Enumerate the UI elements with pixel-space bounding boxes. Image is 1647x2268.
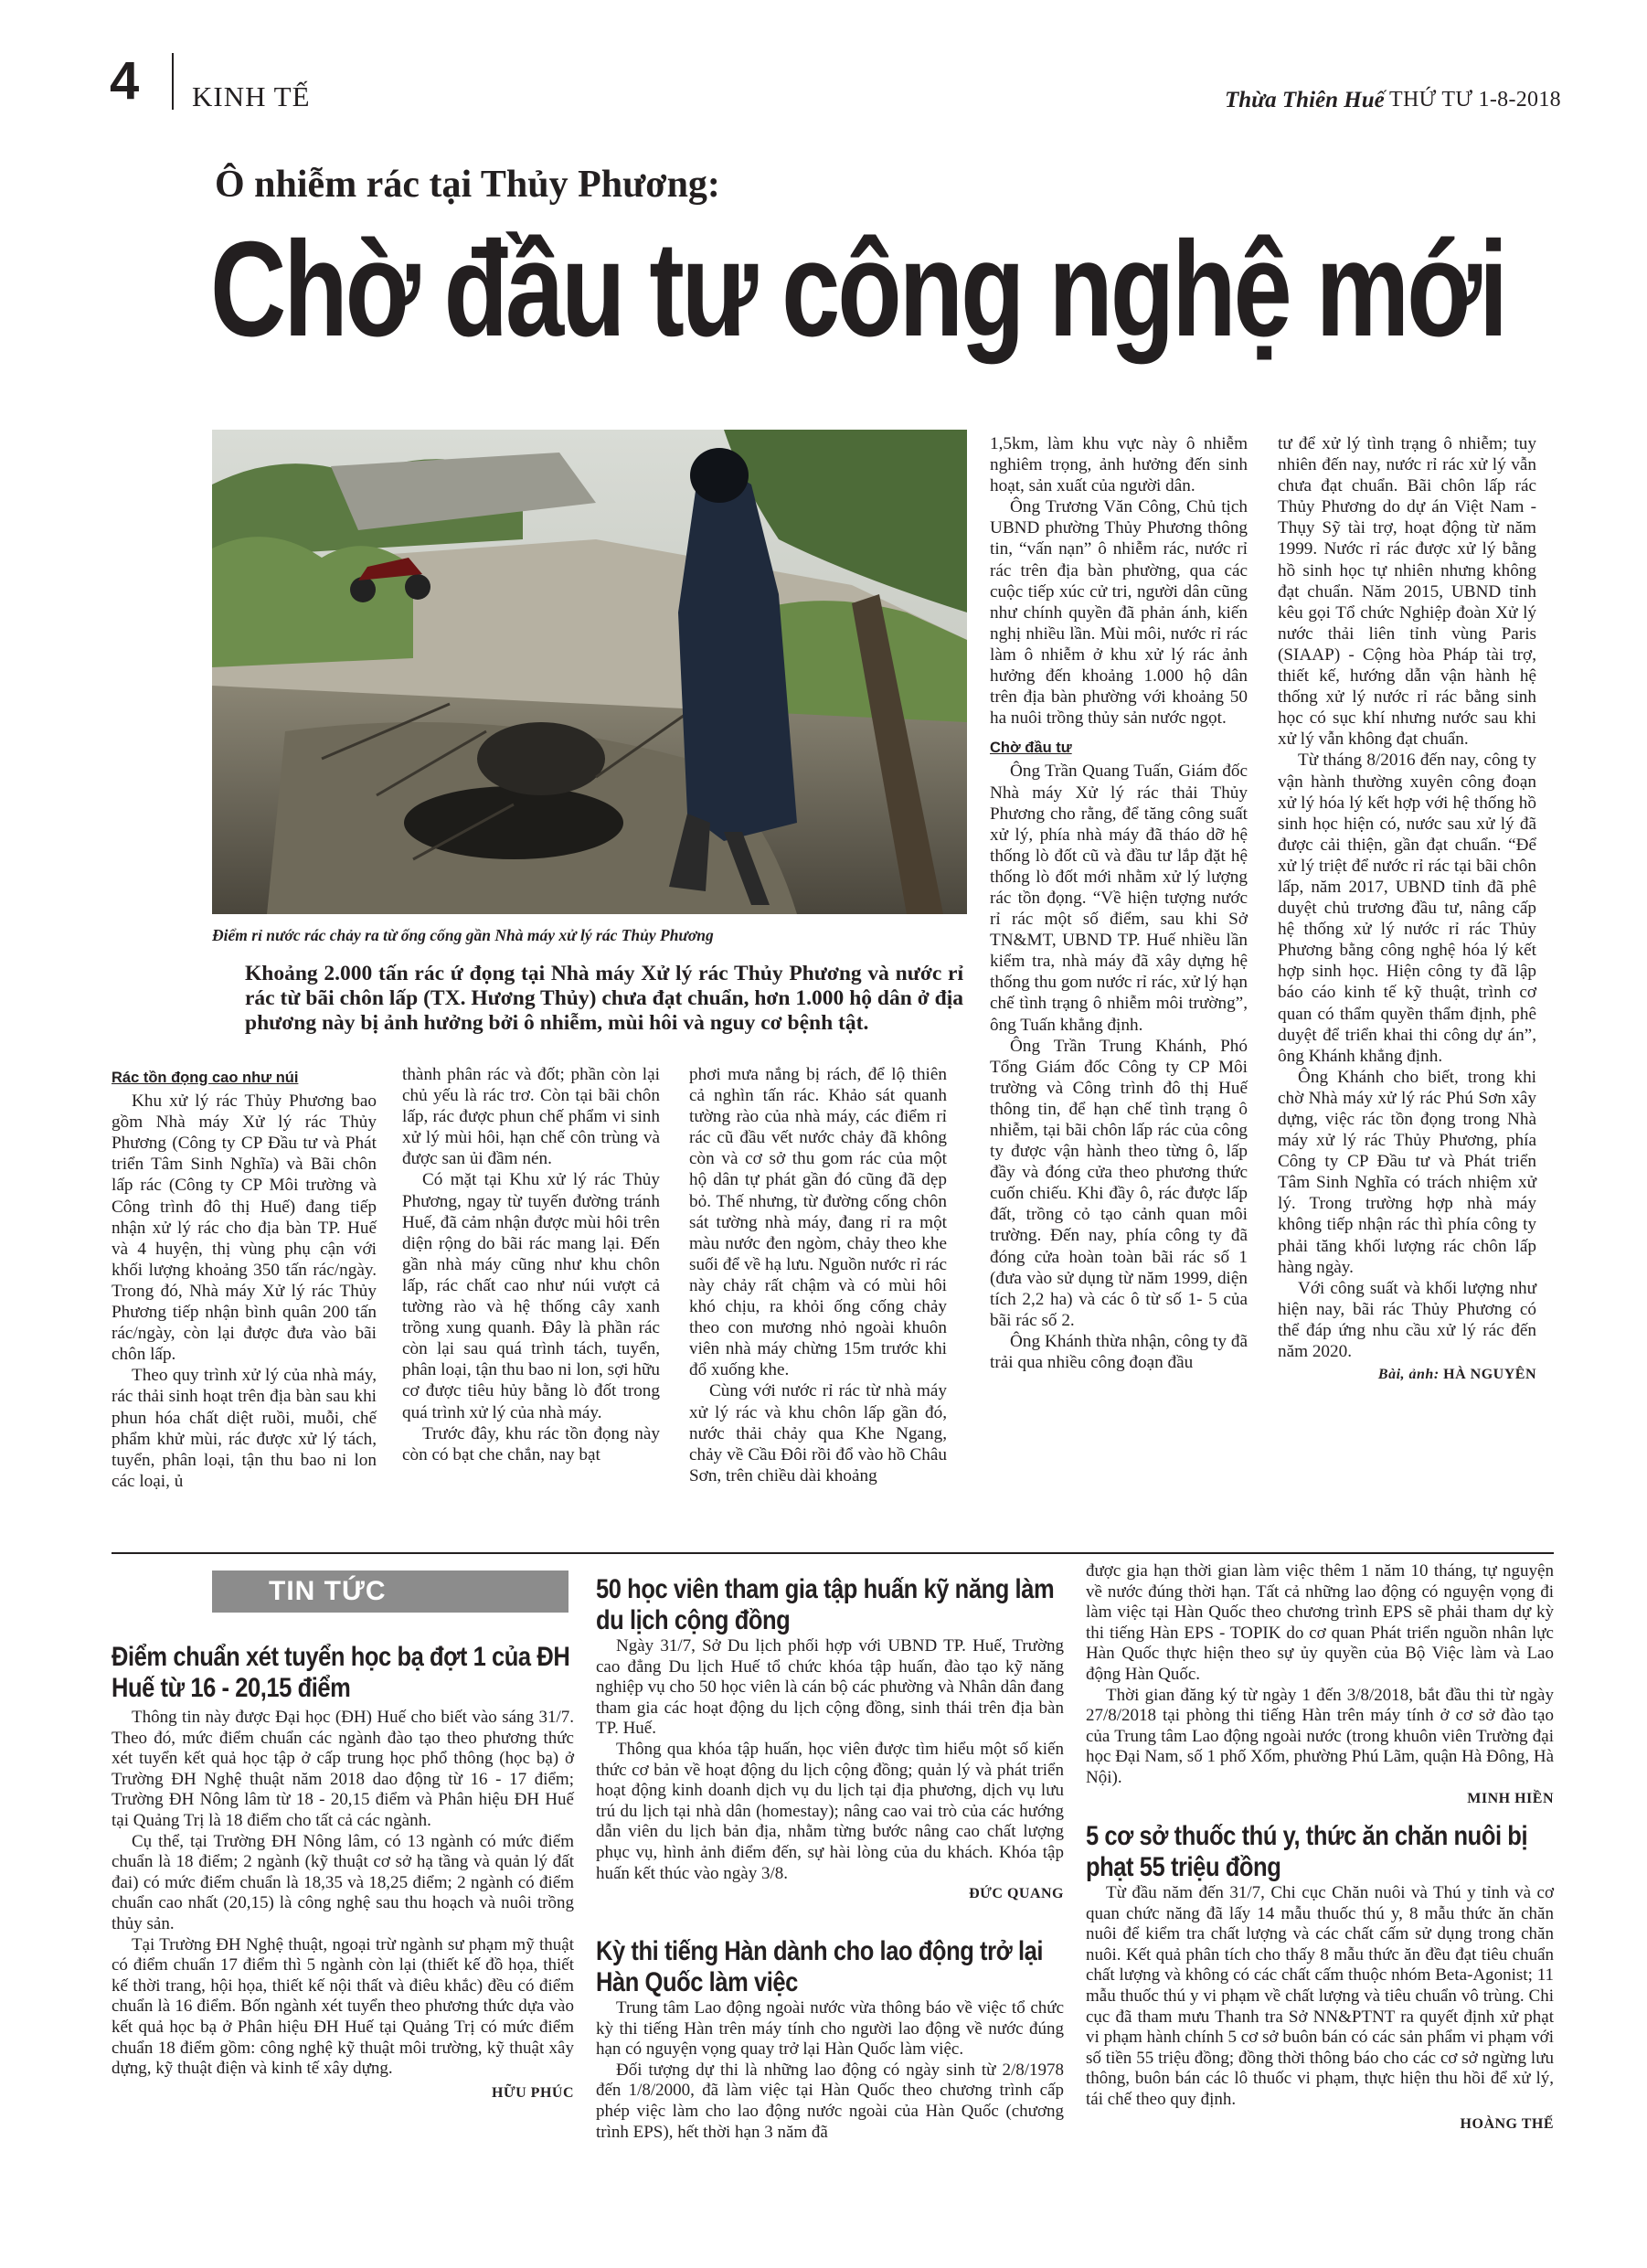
news-body <box>112 1708 574 2080</box>
news-byline: ĐỨC QUANG <box>969 1886 1064 1902</box>
news-title: 5 cơ sở thuốc thú y, thức ăn chăn nuôi bị phạt 55 triệu đồng <box>1086 1821 1528 1882</box>
paragraph: Từ tháng 8/2016 đến nay, công ty vận hành thường xuyên công đoạn xử lý hóa lý kết hợp với hệ thống hồ sinh học hiện có, nước sau xử lý đã được cải thiện, gần đạt chuẩn. “Để xử lý triệt để nước rỉ rác tại bãi chôn lấp, năm 2017, UBND tỉnh đã phê duyệt chủ trương đầu tư, nâng cấp hệ thống xử lý nước rỉ rác Thủy Phương bằng công nghệ hóa lý kết hợp sinh học. Hiện công ty đã lập báo cáo kinh tế kỹ thuật, trình cơ quan có thẩm quyền thẩm định, phê duyệt để triển khai thi công dự án”, ông Khánh khẳng định. <box>1278 751 1536 1066</box>
byline-name: HÀ NGUYÊN <box>1443 1367 1536 1383</box>
paragraph: Ông Trần Quang Tuấn, Giám đốc Nhà máy Xử lý rác thải Thủy Phương cho rằng, để tăng công suất xử lý, phía nhà máy đã tháo dỡ hệ thống lò đốt cũ và đầu tư lắp đặt hệ thống lò đốt mới nhằm xử lý lượng rác tồn đọng. “Về hiện tượng nước rỉ rác một số điểm, sau khi Sở TN&MT, UBND TP. Huế nhiều lần kiểm tra, nhà máy đã xây dựng hệ thống thu gom nước rỉ rác, xử lý hạn chế tình trạng ô nhiễm môi trường”, ông Tuấn khẳng định. <box>990 761 1248 1035</box>
article-kicker: Ô nhiễm rác tại Thủy Phương: <box>215 164 720 206</box>
news-section-label <box>212 1571 568 1613</box>
paragraph: Ông Trương Văn Công, Chủ tịch UBND phường Thủy Phương thông tin, “vấn nạn” ô nhiễm rác, nước rỉ rác trên địa bàn phường, qua các cuộc tiếp xúc cử tri, người dân cũng như chính quyền đã phản ánh, kiến nghị nhiều lần. Mùi môi, nước rỉ rác làm ô nhiễm ở khu xử lý rác ảnh hưởng đến khoảng 1.000 hộ dân trên địa bàn phường với khoảng 50 ha nuôi trồng thủy sản nước ngọt. <box>990 497 1248 729</box>
paragraph: Cụ thể, tại Trường ĐH Nông lâm, có 13 ngành có mức điểm chuẩn là 18 điểm; 2 ngành (kỹ thuật cơ sở hạ tầng và quản lý đất đai) có mức điểm chuẩn là 18,35 và 18,25 điểm; 2 ngành có điểm chuẩn cao nhất (20,15) là công nghệ sau thu hoạch và nuôi trồng thủy sản. <box>112 1831 574 1933</box>
news-byline: MINH HIỀN <box>1467 1790 1554 1806</box>
article-photo <box>212 430 967 914</box>
article-column-4 <box>990 433 1248 1373</box>
issue-date: THỨ TƯ 1-8-2018 <box>1389 88 1561 112</box>
paragraph: Trung tâm Lao động ngoài nước vừa thông báo về việc tổ chức kỳ thi tiếng Hàn trên máy tính cho người lao động về nước đúng hạn có nguyện vọng quay trở lại Hàn Quốc làm việc. <box>596 1998 1064 2060</box>
paragraph: Có mặt tại Khu xử lý rác Thủy Phương, ngay từ tuyến đường tránh Huế, đã cảm nhận được mùi hôi trên diện rộng do bãi rác mang lại. Đến gần nhà máy cũng như khu chôn lấp, rác chất cao như núi vượt cả tường rào và hệ thống cây xanh trồng xung quanh. Đây là phần rác còn lại sau quá trình tách, tuyển, phân loại, tận thu bao ni lon, sợi hữu cơ được tiêu hủy bằng lò đốt trong quá trình xử lý của nhà máy. <box>402 1170 660 1422</box>
paragraph: Theo quy trình xử lý của nhà máy, rác thải sinh hoạt trên địa bàn sau khi phun hóa chất diệt ruồi, muỗi, chế phẩm khử mùi, rác được xử lý tách, tuyển, phân loại, tận thu bao ni lon các loại, ủ <box>112 1366 377 1491</box>
news-item-1 <box>112 1642 574 2102</box>
photo-illustration <box>212 430 967 914</box>
article-column-5 <box>1278 433 1536 1385</box>
paragraph: Ngày 31/7, Sở Du lịch phối hợp với UBND TP. Huế, Trường cao đẳng Du lịch Huế tổ chức khóa tập huấn, đào tạo kỹ năng nghiệp vụ cho 50 học viên là cán bộ các phường và Nhân dân đang tham gia các hoạt động du lịch cộng đồng, sinh thái trên địa bàn TP. Huế. <box>596 1636 1064 1739</box>
paragraph: Khu xử lý rác Thủy Phương bao gồm Nhà máy Xử lý rác Thủy Phương (Công ty CP Đầu tư và Phát triển Tâm Sinh Nghĩa) và Bãi chôn lấp rác (Công ty CP Môi trường và Công trình đô thị Huế) đang tiếp nhận xử lý rác cho địa bàn TP. Huế và 4 huyện, thị vùng phụ cận với khối lượng khoảng 350 tấn rác/ngày. Trong đó, Nhà máy Xử lý rác Thủy Phương tiếp nhận bình quân 200 tấn rác/ngày, còn lại được đưa vào bãi chôn lấp. <box>112 1091 377 1365</box>
news-byline: HOÀNG THẾ <box>1460 2115 1554 2132</box>
news-item-3-continued <box>1086 1561 1554 1807</box>
page-number: 4 <box>110 51 140 111</box>
paragraph: tư để xử lý tình trạng ô nhiễm; tuy nhiên đến nay, nước rỉ rác xử lý vẫn chưa đạt chuẩn. Bãi chôn lấp rác Thủy Phương do dự án Việt Nam - Thụy Sỹ tài trợ, hoạt động từ năm 1999. Nước rỉ rác được xử lý bằng hồ sinh học tự nhiên nhưng không đạt chuẩn. Năm 2015, UBND tỉnh kêu gọi Tổ chức Nghiệp đoàn Xử lý nước thải liên tỉnh vùng Paris (SIAAP) - Cộng hòa Pháp tài trợ, thiết kế, hướng dẫn vận hành hệ thống xử lý nước rỉ rác bằng sinh học có sục khí nhưng nước sau khi xử lý vẫn không đạt chuẩn. <box>1278 434 1536 750</box>
paragraph: Thông qua khóa tập huấn, học viên được tìm hiểu một số kiến thức cơ bản về hoạt động du lịch cộng đồng; quản lý và phát triển hoạt động kinh doanh dịch vụ du lịch tại địa phương, dịch vụ lưu trú du lịch tại nhà dân (homestay); nâng cao vai trò của các hướng dẫn viên du lịch bản địa, nhằm từng bước nâng cao chất lượng phục vụ, hình ảnh điểm đến, sự hài lòng của du khách. Khóa tập huấn kết thúc vào ngày 3/8. <box>596 1739 1064 1883</box>
article-column-1 <box>112 1068 377 1492</box>
news-body <box>1086 1561 1554 1789</box>
paragraph: 1,5km, làm khu vực này ô nhiễm nghiêm trọng, ảnh hưởng đến sinh hoạt, sản xuất của người dân. <box>990 434 1248 496</box>
section-divider <box>112 1552 1554 1554</box>
subhead-cho-dau-tu: Chờ đầu tư <box>990 740 1072 757</box>
header-divider <box>172 53 174 110</box>
paragraph: Thời gian đăng ký từ ngày 1 đến 3/8/2018, bắt đầu thi từ ngày 27/8/2018 tại phòng thi tiếng Hàn trên máy tính ở cơ sở đào tạo của Trung tâm Lao động ngoài nước (trong khuôn viên Trường đại học Đại Nam, số 1 phố Xốm, phường Phú Lãm, quận Hà Đông, Hà Nội). <box>1086 1685 1554 1787</box>
paragraph: được gia hạn thời gian làm việc thêm 1 năm 10 tháng, tự nguyện về nước đúng thời hạn. Tất cả những lao động có nguyện vọng đi làm việc tại Hàn Quốc theo chương trình EPS sẽ phải tham dự kỳ thi tiếng Hàn EPS - TOPIK do cơ quan Phát triển nguồn nhân lực Hàn Quốc thực hiện theo sự ủy quyền của Bộ Việc làm và Lao động Hàn Quốc. <box>1086 1561 1554 1684</box>
paragraph: Thông tin này được Đại học (ĐH) Huế cho biết vào sáng 31/7. Theo đó, mức điểm chuẩn các ngành đào tạo theo phương thức xét tuyển kết quả học tập ở cấp trung học phổ thông (học bạ) ở Trường ĐH Nghệ thuật năm 2018 dao động từ 16 - 17 điểm; Trường ĐH Nông lâm từ 18 - 20,15 điểm và Phân hiệu ĐH Huế tại Quảng Trị là 18 điểm cho tất cả các ngành. <box>112 1708 574 1830</box>
news-title: Điểm chuẩn xét tuyển học bạ đợt 1 của ĐH Huế từ 16 - 20,15 điểm <box>112 1642 570 1703</box>
paragraph: Cùng với nước rỉ rác từ nhà máy xử lý rác và khu chôn lấp gần đó, nước thải chảy qua Khe Ngang, chảy về Cầu Đôi rồi đổ vào hồ Châu Sơn, trên chiều dài khoảng <box>689 1381 947 1485</box>
paragraph: Tại Trường ĐH Nghệ thuật, ngoại trừ ngành sư phạm mỹ thuật có điểm chuẩn 17 điểm thì 5 ngành còn lại (thiết kế đồ họa, thiết kế thời trang, hội họa, thiết kế nội thất và điêu khắc) đều có điểm chuẩn là 16 điểm. Bốn ngành xét tuyển theo phương thức dựa vào kết quả học bạ ở Phân hiệu ĐH Huế tại Quảng Trị có mức điểm chuẩn 18 điểm gồm: công nghệ kỹ thuật môi trường, kỹ thuật xây dựng, kỹ thuật điện và kinh tế xây dựng. <box>112 1934 574 2079</box>
news-item-2 <box>596 1574 1064 1902</box>
paragraph: Ông Trần Trung Khánh, Phó Tổng Giám đốc Công ty CP Môi trường và Công trình đô thị Huế thông tin, để hạn chế tình trạng ô nhiễm, tại bãi chôn lấp rác của công ty được vận hành theo từng ô, lấp đầy và đóng cửa theo phương thức cuốn chiếu. Khi đầy ô, rác được lấp đất, trồng cỏ tạo cảnh quan môi trường. Đến nay, phía công ty đã đóng cửa hoàn toàn bãi rác số 1 (đưa vào sử dụng từ năm 1999, diện tích 2,2 ha) và các ô từ số 1- 5 của bãi rác số 2. <box>990 1036 1248 1330</box>
section-name: KINH TẾ <box>192 80 311 112</box>
news-body <box>1086 1883 1554 2111</box>
news-byline: HỮU PHÚC <box>491 2084 574 2101</box>
paragraph: phơi mưa nắng bị rách, để lộ thiên cả nghìn tấn rác. Khảo sát quanh tường rào của nhà máy, các điểm rỉ rác cũ đầu vết nước chảy đã không còn và cơ sở thu gom rác của một hộ dân tự phát gần đó cũng đã dẹp bỏ. Thế nhưng, từ đường cống chôn sát tường nhà máy, đang rỉ ra một màu nước đen ngòm, chảy theo khe suối để về hạ lưu. Nguồn nước rỉ rác này chảy rất chậm và có mùi hôi khó chịu, ra khỏi ống cống chảy theo con mương nhỏ ngoài khuôn viên nhà máy chừng 15m trước khi đổ xuống khe. <box>689 1065 947 1380</box>
article-column-3 <box>689 1064 947 1486</box>
paragraph: Từ đầu năm đến 31/7, Chi cục Chăn nuôi và Thú y tỉnh và cơ quan chức năng đã lấy 14 mẫu thuốc thú y, 8 mẫu thức ăn chăn nuôi để kiểm tra chất lượng và các chất cấm sử dụng trong chăn nuôi. Kết quả phân tích cho thấy 8 mẫu thức ăn đều đạt tiêu chuẩn chất lượng và không có các chất cấm thuộc nhóm Beta-Agonist; 11 mẫu thuốc thú y vi phạm về chất lượng và tiêu chuẩn vô trùng. Chi cục đã tham mưu Thanh tra Sở NN&PTNT ra quyết định xử phạt vi phạm hành chính 5 cơ sở buôn bán có các sản phẩm vi phạm với số tiền 55 triệu đồng; đồng thời thông báo cho các cơ sở ngừng lưu thông, buôn bán các lô thuốc vi phạm, thực hiện thu hồi để xử lý, tái chế theo quy định. <box>1086 1883 1554 2109</box>
article-column-2 <box>402 1064 660 1465</box>
paragraph: Đối tượng dự thi là những lao động có ngày sinh từ 2/8/1978 đến 1/8/2000, đã làm việc tại Hàn Quốc theo chương trình cấp phép việc làm cho lao động nước ngoài của Hàn Quốc (chương trình EPS), hết thời hạn 3 năm đã <box>596 2060 1064 2142</box>
article-headline: Chờ đầu tư công nghệ mới <box>210 214 1505 365</box>
paper-name: Thừa Thiên Huế <box>1225 88 1385 112</box>
subhead-rac-ton-dong: Rác tồn đọng cao như núi <box>112 1070 299 1086</box>
news-title: Kỳ thi tiếng Hàn dành cho lao động trở lại Hàn Quốc làm việc <box>596 1936 1044 1997</box>
news-body <box>596 1998 1064 2143</box>
news-body <box>596 1636 1064 1884</box>
paragraph: Ông Khánh thừa nhận, công ty đã trải qua nhiều công đoạn đầu <box>990 1331 1248 1373</box>
byline-prefix: Bài, ảnh: <box>1377 1367 1440 1383</box>
paragraph: thành phân rác và đốt; phần còn lại chủ yếu là rác trơ. Còn tại bãi chôn lấp, rác được phun chế phẩm vi sinh xử lý mùi hôi, hạn chế côn trùng và được san ủi đầm nén. <box>402 1065 660 1169</box>
news-item-3 <box>596 1936 1064 2143</box>
photo-caption: Điểm rỉ nước rác chảy ra từ ống cống gần Nhà máy xử lý rác Thủy Phương <box>212 926 714 944</box>
paragraph: Với công suất và khối lượng như hiện nay, bãi rác Thủy Phương có thể đáp ứng nhu cầu xử lý rác đến năm 2020. <box>1278 1278 1536 1362</box>
article-byline <box>1278 1364 1536 1385</box>
paragraph: Trước đây, khu rác tồn đọng này còn có bạt che chắn, nay bạt <box>402 1423 660 1464</box>
news-section-label-text: TIN TỨC <box>269 1576 387 1606</box>
article-lead: Khoảng 2.000 tấn rác ứ đọng tại Nhà máy Xử lý rác Thủy Phương và nước rỉ rác từ bãi chôn lấp (TX. Hương Thủy) chưa đạt chuẩn, hơn 1.000 hộ dân ở địa phương này bị ảnh hưởng bởi ô nhiễm, mùi hôi và nguy cơ bệnh tật. <box>245 962 963 1035</box>
news-item-4 <box>1086 1821 1554 2133</box>
paragraph: Ông Khánh cho biết, trong khi chờ Nhà máy xử lý rác Phú Sơn xây dựng, việc rác tồn đọng trong Nhà máy xử lý rác Thủy Phương, phía Công ty CP Đầu tư và Phát triển Tâm Sinh Nghĩa có trách nhiệm xử lý. Trong trường hợp nhà máy không tiếp nhận rác thì phía công ty phải tăng khối lượng rác chôn lấp hàng ngày. <box>1278 1067 1536 1277</box>
news-title: 50 học viên tham gia tập huấn kỹ năng làm du lịch cộng đồng <box>596 1574 1055 1635</box>
